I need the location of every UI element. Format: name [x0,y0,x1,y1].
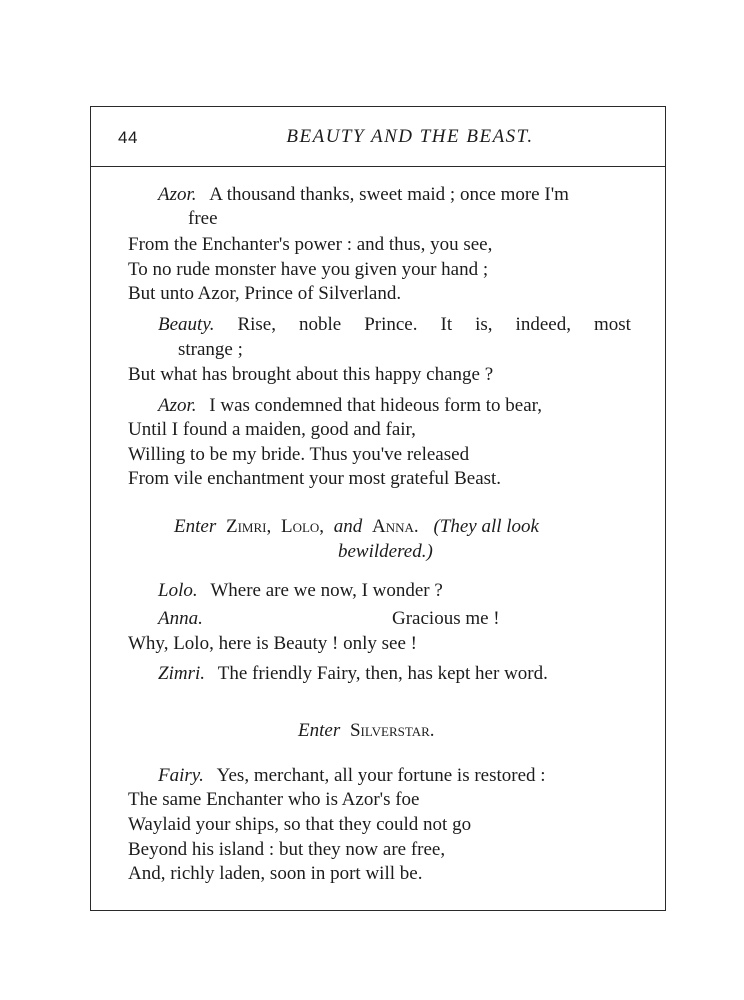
word: Rise, [237,314,276,335]
word: most [593,314,631,335]
speech-fairy-line-1 [158,766,546,785]
character-silverstar: Silverstar. [349,720,435,741]
speech-lolo [158,581,443,600]
verse-text: I was condemned that hideous form to bear, [209,395,542,416]
speaker-beauty: Beauty. [158,314,215,335]
direction-and: and [333,516,363,537]
speaker-azor: Azor. [158,395,197,416]
verse-line: Willing to be my bride. Thus you've released [128,444,470,465]
page-number: 44 [118,128,138,147]
verse-line: Waylaid your ships, so that they could not go [128,814,472,835]
verse-continuation: free [188,208,218,229]
word: indeed, [515,314,571,335]
character-lolo: Lolo, [280,516,325,537]
verse-line: Until I found a maiden, good and fair, [128,419,416,440]
stage-direction-enter [298,721,435,740]
direction-parenthetical: (They all look [433,516,539,537]
stage-direction-enter [174,517,539,536]
word: noble [298,314,342,335]
speaker-lolo: Lolo. [158,580,198,601]
speech-azor-line-1 [158,396,542,415]
direction-enter: Enter [174,516,217,537]
speaker-fairy: Fairy. [158,765,204,786]
speech-azor-line-1 [158,185,569,204]
verse-text: Where are we now, I wonder ? [210,580,443,601]
word: is, [475,314,493,335]
verse-line: From the Enchanter's power : and thus, you see, [128,234,493,255]
verse-line: From vile enchantment your most grateful Beast. [128,468,502,489]
speech-beauty-line-1 [158,315,631,334]
verse-line: But what has brought about this happy change ? [128,364,494,385]
direction-enter: Enter [298,720,341,741]
verse-text: Yes, merchant, all your fortune is restored : [216,765,546,786]
speech-zimri [158,664,548,683]
verse-text: A thousand thanks, sweet maid ; once more I'm [209,184,569,205]
speaker-anna: Anna. [158,608,203,629]
direction-parenthetical-cont: bewildered.) [338,541,433,562]
verse-text: Gracious me ! [392,608,500,629]
verse-line: To no rude monster have you given your hand ; [128,259,489,280]
character-anna: Anna. [372,516,419,537]
speaker-azor: Azor. [158,184,197,205]
header-rule [90,166,666,167]
speaker-zimri: Zimri. [158,663,205,684]
word: Prince. [364,314,418,335]
verse-line: But unto Azor, Prince of Silverland. [128,283,402,304]
verse-line: The same Enchanter who is Azor's foe [128,789,420,810]
character-zimri: Zimri, [225,516,272,537]
verse-continuation: strange ; [178,339,243,360]
verse-line: Why, Lolo, here is Beauty ! only see ! [128,633,417,654]
word: It [440,314,453,335]
verse-line: Beyond his island : but they now are free, [128,839,446,860]
running-title: BEAUTY AND THE BEAST. [286,126,534,147]
verse-text: The friendly Fairy, then, has kept her word. [217,663,548,684]
verse-line: And, richly laden, soon in port will be. [128,863,423,884]
